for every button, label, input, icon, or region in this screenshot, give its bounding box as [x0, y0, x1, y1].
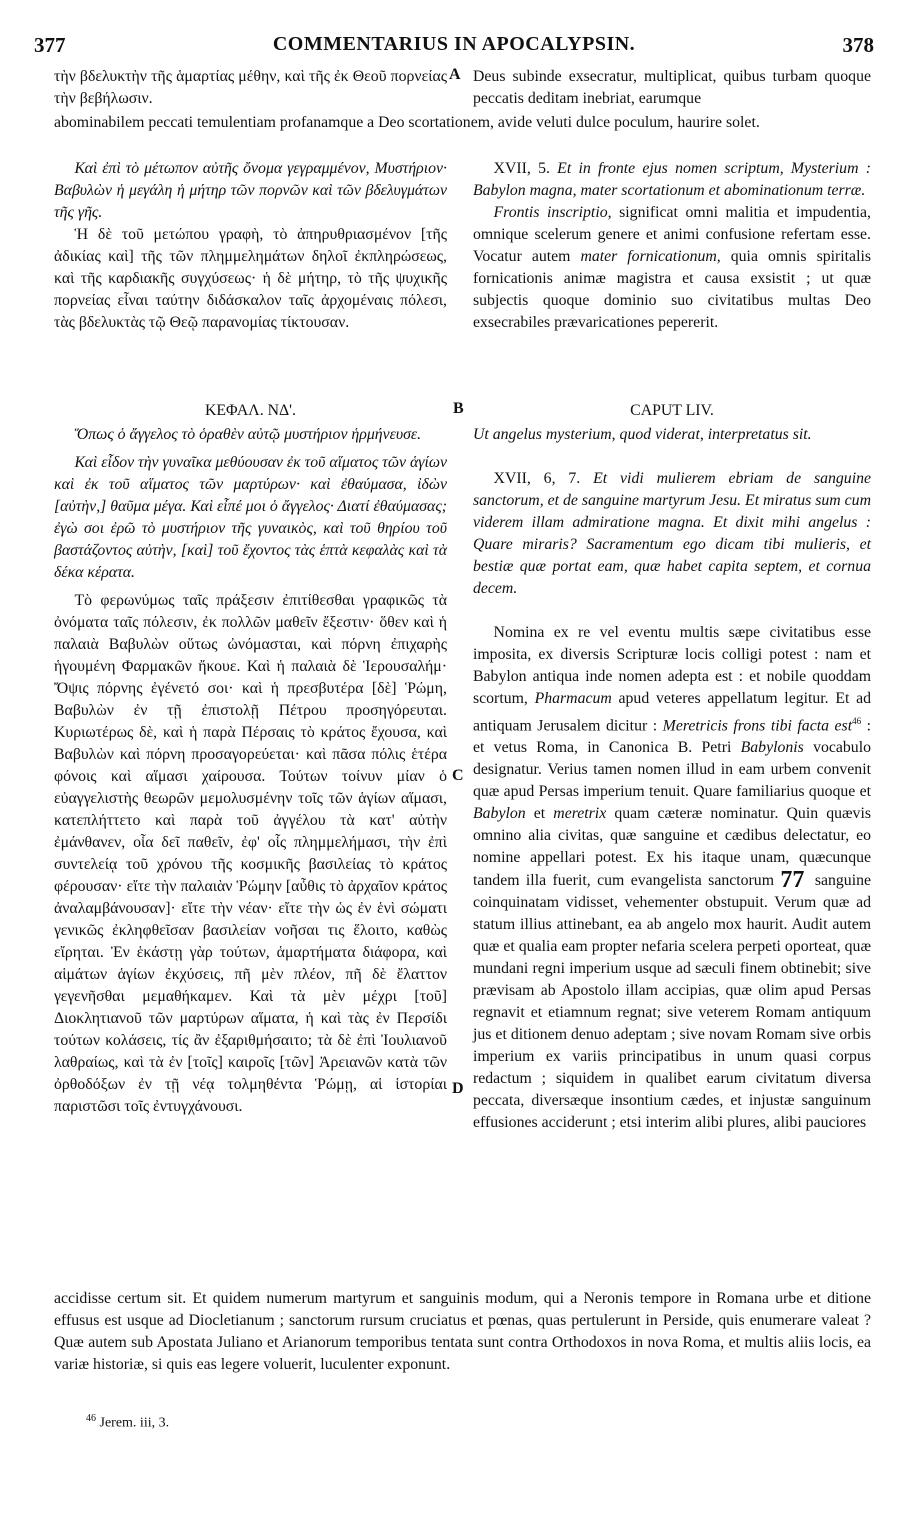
body-text: vocabulo designatur. Verius tamen nomen illud in eam urbem convenit quæ apud Persas imperium tenuit. Quare familiarius quoque et	[473, 739, 871, 801]
margin-marker-c: C	[452, 767, 464, 784]
latin-lemma-text: Et in fronte ejus nomen scriptum, Mysterium : Babylon magna, mater scortationum et abominationum terræ.	[473, 160, 871, 199]
body-text: Nomina ex re vel eventu multis sæpe civitatibus esse imposita, ex diversis Scripturæ locis colligi potest : nam et Babylon antiqua inde nomen adepta est : et nobile quoddam scortum,	[473, 624, 871, 707]
greek-lemma-2: Καὶ εἶδον τὴν γυναῖκα μεθύουσαν ἐκ τοῦ αἵματος τῶν ἁγίων καὶ ἐκ τοῦ αἵματος τῶν μαρτύρων· καὶ ἐθαύμασα, ἰδὼν [αὐτὴν,] θαῦμα μέγα. Καὶ εἶπέ μοι ὁ ἄγγελος· Διατί ἐθαύμασας; ἐγὼ σοι ἐρῶ τὸ μυστήριον τῆς γυναικὸς, καὶ τοῦ θηρίου τοῦ βαστάζοντος αὐτὴν, [καὶ] τοῦ ἔχοντος τὰς ἑπτὰ κεφαλὰς καὶ τὰ δέκα κέρατα.	[54, 454, 448, 581]
latin-opening	[473, 66, 871, 110]
body-text: apud veteres appellatum legitur. Et ad antiquam Jerusalem dicitur :	[473, 690, 872, 735]
full-width-text-bottom: accidisse certum sit. Et quidem numerum martyrum et sanguinis modum, qui a Neronis tempore in Romana urbe et ditione effusus est usque ad Diocletianum ; sanctorum rursum cruciatus et pœnas, quas pertulerunt in Perside, quis enumerare valeat ? Quæ autem sub Apostata Juliano et Arianorum temporibus tentata sunt contra Orthodoxos in nova Roma, et multis aliis locis, ea variæ historiæ, si quis eas legere voluerit, luculenter exponunt.	[54, 1290, 871, 1373]
greek-section-2	[54, 400, 447, 1118]
latin-lemma-1	[473, 158, 871, 202]
margin-marker-a: A	[449, 66, 461, 83]
emph-text: Babylonis	[740, 739, 804, 757]
greek-commentary-2: Τὸ φερωνύμως ταῖς πράξεσιν ἐπιτίθεσθαι γραφικῶς τὰ ὀνόματα ταῖς πόλεσιν, ἐκ πολλῶν μαθεῖν ἔξεστιν· ὅθεν καὶ ἡ παλαιὰ Βαβυλὼν οὕτως ὠνόμασται, καὶ πόρνη ἐπιχαρὴς ἡγουμένη Φαρμακῶν ἤκουε. Καὶ ἡ παλαιὰ δὲ Ἱερουσαλήμ· Ὄψις πόρνης ἐγένετό σοι· καὶ ἡ πρεσβυτέρα [δὲ] Ῥώμη, Βαβυλὼν ἐν τῇ ἐπιστολῇ Πέτρου προσηγόρευται. Κυριωτέρως δὲ, καὶ ἡ παρὰ Πέρσαις τὸ κράτος ἔχουσα, καὶ Βαβυλὼν καὶ πόρνη προσαγορεύεται· καὶ πᾶσα πόλις ἑτέρα φόνοις καὶ αἵμασι χαίρουσα. Τούτων τοίνυν μίαν ὁ εὐαγγελιστὴς θεωρῶν μεμολυσμένην τοῖς τῶν ἁγίων αἵμασι, κατεπλήττετο καὶ παρὰ τοῦ ἀγγέλου τὰ κατ' αὐτὴν ἐμάνθανεν, οἷα δεῖ παθεῖν, ἐφ' οἷς πλημμελήμασι, τὴν ἐπὶ συντελείᾳ τοῦ χρόνου τῆς κοσμικῆς βασιλείας τὸ κράτος φέρουσαν· εἴτε τὴν παλαιὰν Ῥώμην [αὖθις τὸ ἀρχαῖον κράτος ἀναλαμβάνουσαν]· εἴτε τὴν νέαν· εἴτε τὴν ὡς ἐν ἑνὶ σώματι γενικῶς ἐκληφθεῖσαν βασιλείαν νοῆσαι τις ἕλοιτο, καθὼς εἴρηται. Ἐν ἑκάστῃ γὰρ τούτων, ἁμαρτήματα διάφορα, καὶ αἱμάτων ἁγίων ἐκχύσεις, πῆ μὲν πλέον, πῆ δὲ ἔλαττον γεγενῆσθαι μεμαθήκαμεν. Καὶ τὰ μὲν μέχρι [τοῦ] Διοκλητιανοῦ τῶν μαρτύρων αἵματα, ἡ καὶ τὰς ἐν Περσίδι τούτων κολάσεις, τίς ἂν ἐξαριθμήσαιτο; τὰ δὲ ἐπὶ Ἰουλιανοῦ λαθραίως, καὶ τὰ ἐν [τοῖς] καιροῖς [τῶν] Ἀρειανῶν κατὰ τῶν ὀρθοδόξων ἐν τῇ νέᾳ τολμηθέντα Ῥώμῃ, αἱ ἱστορίαι παριστῶσι τοῖς ἐντυγχάνουσι.	[54, 592, 447, 1115]
emph-text: Meretricis frons tibi facta est	[662, 717, 853, 735]
emph-text: Pharmacum	[534, 690, 612, 707]
full-width-line-top	[54, 112, 871, 134]
body-text: significat omni malitia et impudentia, omnique scelerum genere et animi confusione refertam esse. Vocatur autem	[473, 204, 872, 265]
latin-lemma-text: Et vidi mulierem ebriam de sanguine sanctorum, et de sanguine martyrum Jesu. Et miratus sum cum viderem illam admiratione magna. Et dixit mihi angelus : Quare miraris? Sacramentum ego dicam tibi mulieris, et bestiæ quæ portat eam, quæ habet capita septem, et cornua decem.	[473, 470, 871, 597]
latin-opening-text: Deus subinde exsecratur, multiplicat, quibus turbam quoque peccatis deditam inebriat, earumque	[473, 68, 871, 107]
body-text: : et vetus Roma, in Canonica B. Petri	[473, 717, 871, 757]
greek-opening-text: τὴν βδελυκτὴν τῆς ἁμαρτίας μέθην, καὶ τῆς ἐκ Θεοῦ πορνείας τὴν βεβήλωσιν.	[54, 68, 447, 107]
latin-commentary-2	[473, 622, 871, 1134]
body-text: sanguine coinquinatam vidisset, vehementer obstupuit. Verum quæ ad statum illius attinebant, ea ab angelo mox haurit. Audit autem quæ et qualia eam propter nefaria scelera perpeti oporteat, quæ mundani regni imperium usque ad sæculi finem obtinebit; sive prævisam ab Apostolo illam accipias, quæ olim apud Persas regnavit et etiamnum regnat; sive veterem Romam antiquum jus et ditionem denuo adeptam ; sive novam Romam sive orbis imperium ex variis principatibus in unum quasi corpus redactum ; siquidem in qualibet earum civitatum diversa peccata, diversæque insontium cædes, et injustæ sanguinum effusiones acciderunt ; etsi interim alibi plures, alibi pauciores	[473, 872, 871, 1132]
latin-chapter-summary: Ut angelus mysterium, quod viderat, interpretatus sit.	[473, 426, 812, 443]
latin-section-1	[473, 158, 871, 334]
verse-reference: XVII, 6, 7.	[493, 470, 581, 487]
emph-text: meretrix	[553, 805, 607, 823]
greek-section-1	[54, 158, 447, 334]
greek-chapter-heading: ΚΕΦΑΛ. ΝΔ'.	[205, 402, 296, 419]
latin-commentary-1	[473, 202, 871, 334]
body-text: quia omnis spiritalis fornicationis animæ magistra et causa exsistit ; ut quæ subjectis quoque dominio suo civitatibus multas Deo exsecrabiles prævaricationes pepererit.	[473, 248, 871, 331]
body-text: quam cæteræ nominatur. Quin quævis omnino alia civitas, quæ sanguine et cædibus delectatur, eo nomine appellari potest. Ex his itaque unam, quæcunque tandem illa fuerit, cum evangelista sanctorum	[473, 805, 871, 890]
latin-section-2	[473, 400, 871, 1134]
emph-text: mater fornicationum,	[580, 248, 721, 265]
footnote-number: 46	[86, 1413, 96, 1424]
emph-text: Frontis inscriptio,	[493, 204, 612, 221]
full-width-closing	[54, 1288, 871, 1376]
greek-chapter-summary: Ὅπως ὁ ἄγγελος τὸ ὁραθὲν αὐτῷ μυστήριον ἡρμήνευσε.	[74, 426, 422, 443]
footnote-text: Jerem. iii, 3.	[99, 1415, 170, 1431]
greek-commentary-1: Ἡ δὲ τοῦ μετώπου γραφὴ, τὸ ἀπηρυθριασμένον [τῆς ἀδικίας καὶ] τῆς τῶν πλημμελημάτων δηλοῖ ἐκπληρώσεως, καὶ τῆς καρδιακῆς συγχύσεως· ἡ δὲ μήτηρ, τὸ τῆς ψυχικῆς πορνείας εἶναι ταύτην διδάσκαλον ταῖς ἀρχομέναις πόλεσι, τὰς βδελυκτὰς τῷ Θεῷ παρανομίας τίκτουσαν.	[54, 226, 447, 331]
margin-marker-d: D	[452, 1080, 464, 1097]
page-number-right: 378	[842, 33, 874, 57]
latin-lemma-2	[473, 468, 871, 600]
page-number-left: 377	[34, 33, 66, 57]
footnote-reference: 46	[852, 716, 862, 726]
running-header	[34, 33, 874, 59]
footnote	[86, 1413, 169, 1432]
margin-marker-b: B	[453, 400, 464, 417]
greek-lemma-1: Καὶ ἐπὶ τὸ μέτωπον αὐτῆς ὄνομα γεγραμμένον, Μυστήριον· Βαβυλὼν ἡ μεγάλη ἡ μήτηρ τῶν πορνῶν καὶ τῶν βδελυγμάτων τῆς γῆς.	[54, 160, 447, 221]
running-title: COMMENTARIUS IN APOCALYPSIN.	[272, 33, 636, 55]
latin-chapter-heading: CAPUT LIV.	[630, 402, 714, 419]
greek-opening	[54, 66, 447, 110]
column-number: 77	[780, 867, 805, 894]
full-width-text-top: abominabilem peccati temulentiam profanamque a Deo scortationem, avide veluti dulce poculum, haurire solet.	[54, 114, 760, 131]
body-text: et	[525, 805, 554, 823]
emph-text: Babylon	[473, 805, 526, 823]
verse-reference: XVII, 5.	[493, 160, 550, 177]
